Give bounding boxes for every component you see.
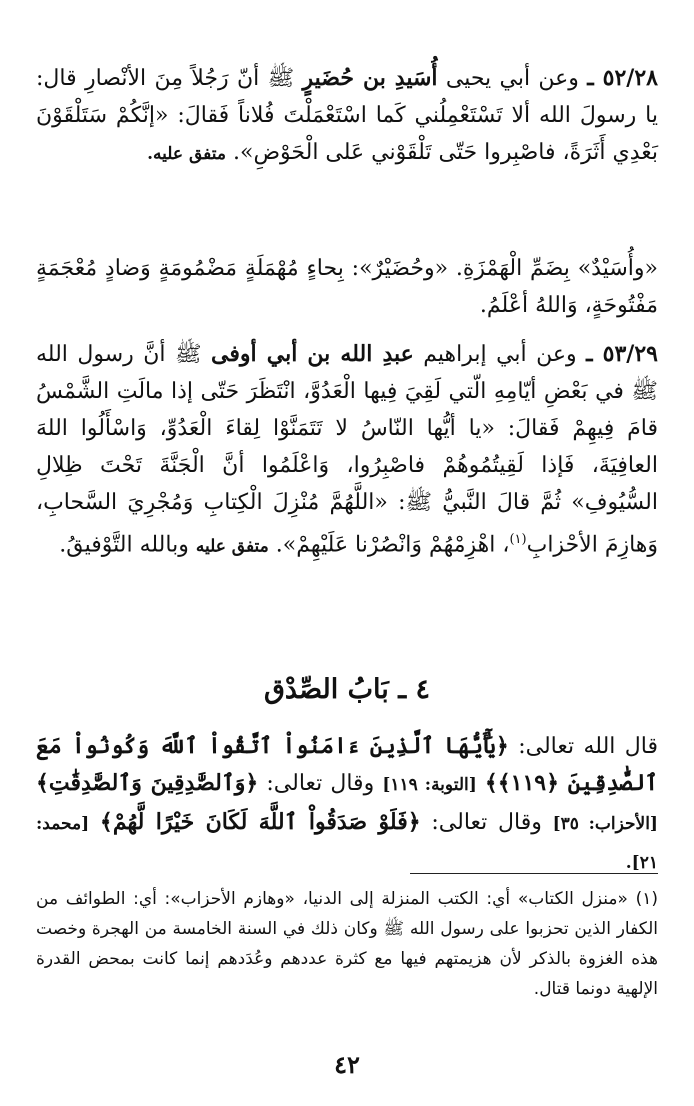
chapter-title: ٤ ـ بَابُ الصِّدْق <box>263 674 431 705</box>
verse-reference: [التوبة: ١١٩] <box>382 775 477 795</box>
narrator-name: عبدِ الله بن أبي أوفى <box>211 341 414 367</box>
hadith-text: أنّ رَجُلاً مِنَ الأنْصارِ قال: يا رسولَ الله ألا تَسْتَعْمِلُني كَما اسْتَعْمَلْتَ فُلاناً فَقالَ: «إنَّكُمْ سَتَلْقَوْنَ بَعْدِي أَثَرَةً، فاصْبِروا حَتّى تَلْقَوْني عَلى الْحَوْضِ». <box>36 66 658 165</box>
hadith-number: ٥٣/٢٩ ـ <box>586 341 658 367</box>
footnote-divider <box>410 873 658 874</box>
honorific-symbol: ﷺ <box>174 342 202 367</box>
hadith-text-end: ، اهْزِمْهُمْ وَانْصُرْنا عَلَيْهِمْ». <box>275 532 510 558</box>
honorific-symbol: ﷺ <box>267 66 295 91</box>
hadith-source: متفق عليه <box>195 536 269 557</box>
quran-verse: ﴿وَٱلصَّٰدِقِينَ وَٱلصَّٰدِقَٰتِ﴾ <box>36 770 259 796</box>
footnote-reference[interactable]: (١) <box>509 532 527 547</box>
footnote: (١) «منزل الكتاب» أي: الكتب المنزلة إلى الدنيا، «وهازم الأحزاب»: أي: الطوائف من الكفار الذين تحزبوا على رسول الله ﷺ وكان ذلك في السنة الخامسة من الهجرة وخصت هذه الغزوة بالذكر لأن هزيمتهم فيها مع كثرة عددهم وعُدَدهم إنما كانت بمحض القدرة الإلهية دونما قتال. <box>36 889 658 999</box>
quran-verse: ﴿يَٰٓأَيُّهَا ٱلَّذِينَ ءَامَنُواْ ٱتَّقُواْ ٱللَّهَ وَكُونُواْ مَعَ ٱلصَّٰدِقِينَ ﴿١١٩﴾﴾ <box>36 733 659 796</box>
verse-reference: [محمد: ٢١]. <box>36 814 658 873</box>
hadith-intro: وعن أبي إبراهيم <box>423 342 577 367</box>
verse-intro: وقال تعالى: <box>431 810 542 835</box>
quran-verses <box>36 728 658 882</box>
hadith-text: أنَّ رسول الله ﷺ في بَعْضِ أيّامِهِ الّتي لَقِيَ فِيها الْعَدُوَّ، انْتَظَرَ حَتّى إذا مالَتِ الشَّمْسُ قامَ فِيهِمْ فَقالَ: «يا أيُّها النّاسُ لا تَتَمَنَّوْا لِقاءَ الْعَدُوِّ، وَاسْأَلُوا اللهَ العافِيَةَ، فَإذا لَقِيتُمُوهُمْ فاصْبِرُوا، وَاعْلَمُوا أنَّ الْجَنَّةَ تَحْتَ ظِلالِ السُّيُوفِ» ثُمَّ قالَ النَّبيُّ ﷺ: «اللَّهُمَّ مُنْزِلَ الْكِتابِ وَمُجْرِيَ السَّحابِ، وَهازِمَ الأحْزابِ <box>36 342 658 558</box>
quran-verse: ﴿فَلَوْ صَدَقُواْ ٱللَّهَ لَكَانَ خَيْرًا لَّهُمْ﴾ <box>99 809 421 835</box>
verse-intro: قال الله تعالى: <box>518 734 658 759</box>
hadith-source: متفق عليه. <box>147 144 226 164</box>
hadith-52 <box>36 60 658 173</box>
hadith-53 <box>36 336 658 565</box>
narrator-name: أُسَيدِ بن حُضَيرٍ <box>302 65 438 91</box>
explanatory-note: «وأُسَيْدٌ» بِضَمِّ الْهَمْزَةِ. «وحُضَيْرٌ»: بِحاءٍ مُهْمَلَةٍ مَضْمُومَةٍ وَضادٍ مُعْجَمَةٍ مَفْتُوحَةٍ، وَاللهُ أعْلَمُ. <box>36 256 658 318</box>
page-number: ٤٢ <box>334 1050 360 1079</box>
hadith-number: ٥٢/٢٨ ـ <box>587 65 658 91</box>
verse-intro: وقال تعالى: <box>266 771 375 796</box>
hadith-intro: وعن أبي يحيى <box>445 66 579 91</box>
verse-reference: [الأحزاب: ٣٥] <box>552 814 658 834</box>
hadith-closing: وبالله التَّوْفيقُ. <box>59 532 189 558</box>
